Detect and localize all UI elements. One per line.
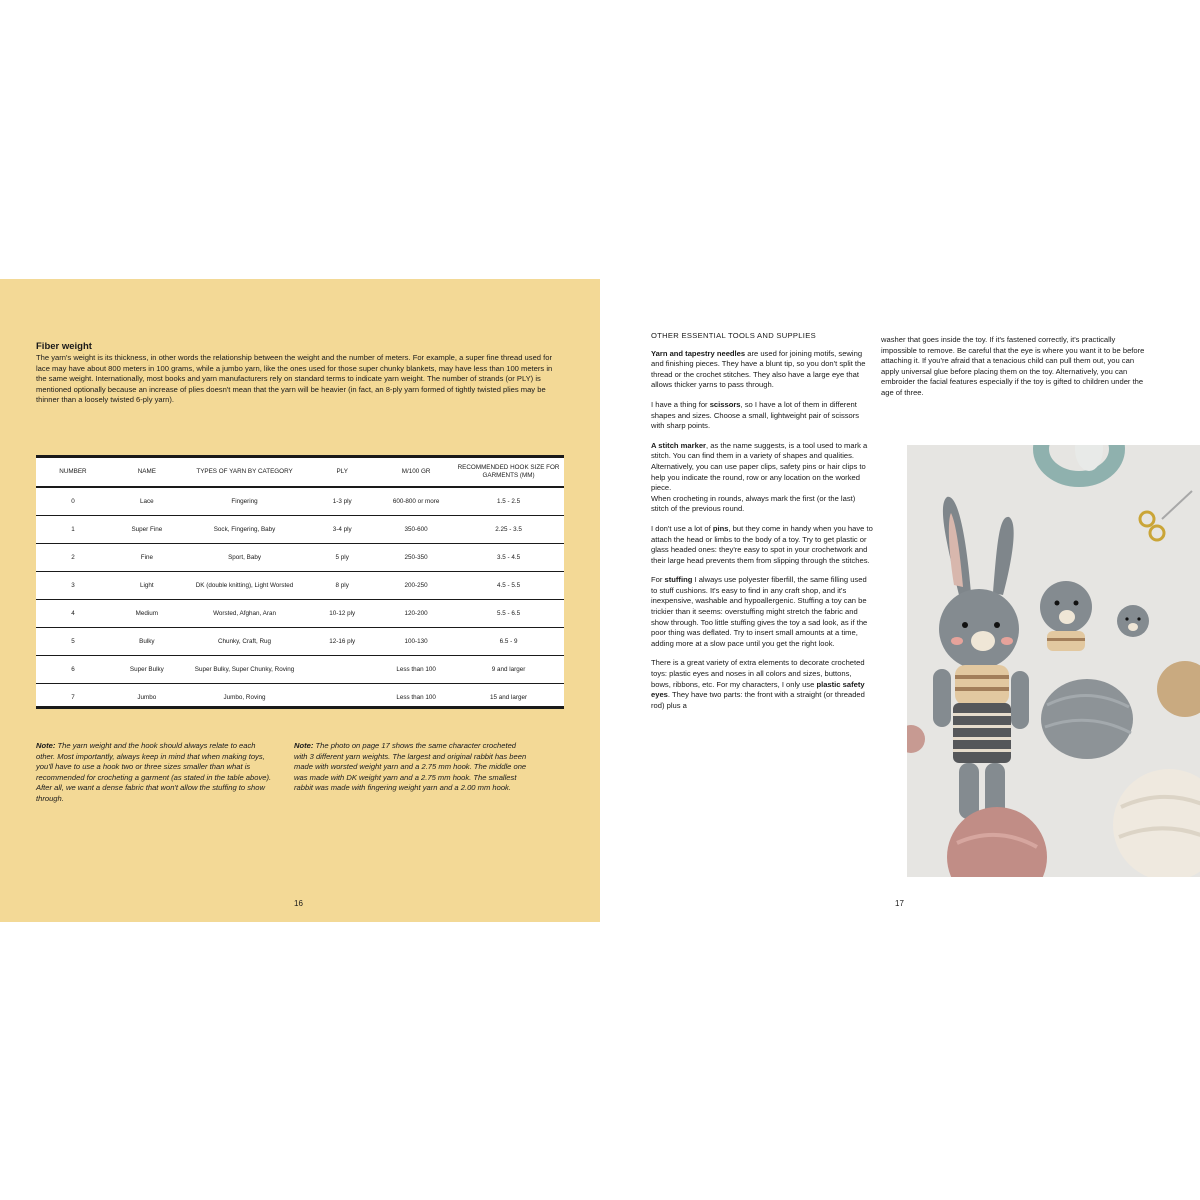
term: A stitch marker <box>651 440 707 450</box>
bunny-head <box>939 589 1019 669</box>
table-cell: 5 <box>36 628 110 656</box>
note-label: Note: <box>294 741 314 750</box>
paragraph-text: . They have two parts: the front with a straight (or threaded rod) plus a <box>651 690 865 710</box>
section-title: OTHER ESSENTIAL TOOLS AND SUPPLIES <box>651 331 816 340</box>
column-header: RECOMMENDED HOOK SIZE FOR GARMENTS (MM) <box>453 458 564 487</box>
paragraph-text: I have a thing for <box>651 399 710 409</box>
paragraph-stitch-marker <box>651 441 873 515</box>
table-cell: 8 ply <box>305 572 379 600</box>
table-cell <box>305 684 379 712</box>
table-cell: 6 <box>36 656 110 684</box>
table-cell: 6.5 - 9 <box>453 628 564 656</box>
small-bunny-head <box>1117 605 1149 637</box>
table-cell: DK (double knitting), Light Worsted <box>184 572 305 600</box>
table-cell: Jumbo, Roving <box>223 693 266 701</box>
table-cell: Lace <box>110 487 184 516</box>
table-cell: 12-16 ply <box>305 628 379 656</box>
term: plastic safety eyes <box>651 679 865 700</box>
table-cell: 100-130 <box>379 628 453 656</box>
table-cell: Less than 100 <box>379 656 453 684</box>
term: Yarn and tapestry needles <box>651 348 746 358</box>
table-cell: 9 and larger <box>453 656 564 684</box>
page-number-left: 16 <box>294 899 303 908</box>
table-row <box>36 684 564 712</box>
table-cell: Fingering <box>184 487 305 516</box>
table-cell: 1-3 ply <box>305 487 379 516</box>
paragraph-needles <box>651 349 873 391</box>
table-cell: Bulky <box>110 628 184 656</box>
table-cell: 250-350 <box>379 544 453 572</box>
note-photo <box>294 741 530 794</box>
table-cell: 3.5 - 4.5 <box>453 544 564 572</box>
medium-bunny-head <box>1040 581 1092 633</box>
paragraph-pins <box>651 524 873 566</box>
table-cell: Worsted, Afghan, Aran <box>184 600 305 628</box>
table-cell: 3-4 ply <box>305 516 379 544</box>
table-cell: 350-600 <box>379 516 453 544</box>
note-text: The photo on page 17 shows the same character crocheted with 3 different yarn weights. The largest and original rabbit has been made with worsted weight yarn and a 2.75 mm hook. The middle one was made with DK weight yarn and a 2.75 mm hook. The smallest rabbit was made with fingering weight yarn and a 2.00 mm hook. <box>294 741 527 793</box>
note-hook-size <box>36 741 272 805</box>
table-cell: 4.5 - 5.5 <box>453 572 564 600</box>
table-cell: Medium <box>110 600 184 628</box>
paragraph-text: There is a great variety of extra elements to decorate crocheted toys: plastic eyes and noses in all colors and sizes, buttons, bows, ribbons, etc. For my characters, I only use <box>651 658 865 689</box>
table-cell: 2.25 - 3.5 <box>453 516 564 544</box>
paragraph-text: are used for joining motifs, sewing and finishing pieces. They have a blunt tip, so you don't split the thread or the crochet stitches. They also have a large eye that allows thicker yarns to pass through. <box>651 348 866 390</box>
note-text: The yarn weight and the hook should always relate to each other. Most importantly, always keep in mind that when making toys, you'll have to use a hook two or three sizes smaller than what is recommended for crocheting a garment (as stated in the table above). After all, we want a dense fabric that won't allow the stuffing to show through. <box>36 741 272 803</box>
table-cell: Sock, Fingering, Baby <box>184 516 305 544</box>
table-cell: 7 <box>71 693 75 701</box>
fiber-weight-heading: Fiber weight <box>36 341 92 352</box>
table-row <box>36 600 564 628</box>
photo-illustration <box>907 445 1200 877</box>
table-cell: Super Fine <box>110 516 184 544</box>
table-cell: 5 ply <box>305 544 379 572</box>
table-cell: 600-800 or more <box>379 487 453 516</box>
column-header: NAME <box>110 458 184 487</box>
bunny-shirt <box>955 665 1009 705</box>
safety-eyes-continued: washer that goes inside the toy. If it's fastened correctly, it's practically impossible to remove. Be careful that the eye is where you want it to be before attaching it. If you're afraid that a tenacious child can pull them out, you can apply universal glue before placing them on the toy. Alternatively, you can embroider the facial features especially if the toy is gifted to children under the age of three. <box>881 335 1145 397</box>
table-cell: 1 <box>36 516 110 544</box>
yarn-weight-table <box>36 455 564 709</box>
paragraph-stuffing <box>651 575 873 649</box>
fiber-weight-body: The yarn's weight is its thickness, in other words the relationship between the weight and the number of meters. For example, a super fine thread used for lace may have about 800 meters in 100 grams, while a jumbo yarn, like the ones used for those super chunky blankets, may have less than 100 meters in the same weight. Internationally, most books and yarn manufacturers rely on standard terms to indicate yarn weight. The number of strands (or PLY) is mentioned optionally because an increase of plies doesn't mean that the yarn will be heavier (in fact, an 8-ply yarn formed of tightly twisted plies may be thinner than a loosely twisted 6-ply yarn). <box>36 353 553 405</box>
table-row <box>36 487 564 516</box>
tools-column <box>651 331 873 720</box>
table-cell: 15 and larger <box>489 693 528 701</box>
table-cell: 1.5 - 2.5 <box>453 487 564 516</box>
note-label: Note: <box>36 741 56 750</box>
table-cell: 0 <box>36 487 110 516</box>
table-cell: 5.5 - 6.5 <box>453 600 564 628</box>
table-cell: 10-12 ply <box>305 600 379 628</box>
term: scissors <box>709 399 741 409</box>
paragraph-text: When crocheting in rounds, always mark the first (or the last) stitch of the previous round. <box>651 493 856 514</box>
table-cell: Jumbo <box>137 693 157 701</box>
term: stuffing <box>664 575 693 585</box>
table-cell: Chunky, Craft, Rug <box>184 628 305 656</box>
table-cell: Light <box>110 572 184 600</box>
table-row <box>36 656 564 684</box>
table-row <box>36 628 564 656</box>
bunny-pants <box>953 703 1011 763</box>
paragraph-text: , so I have a lot of them in different shapes and sizes. Choose a small, lightweight pair of scissors with sharp points. <box>651 399 860 431</box>
table-cell: 3 <box>36 572 110 600</box>
paragraph-text: For <box>651 575 665 585</box>
page-number-right: 17 <box>895 899 904 908</box>
table-cell: Super Bulky <box>110 656 184 684</box>
table-cell: 120-200 <box>379 600 453 628</box>
paragraph-text: I always use polyester fiberfill, the same filling used to stuff cushions. It's easy to find in any craft shop, and it's inexpensive, washable and hypoallergenic. Stuffing a toy can be trickier than it seems: overstuffing might stretch the fabric and show through. Too little stuffing gives the toy a sad look, as if the poor thing was deflated. Try to insert small amounts at a time, adding more at a slow pace until you get the right look. <box>651 575 868 648</box>
paragraph-text: , but they come in handy when you have to attach the head or limbs to the body of a toy. Try to get plastic or glass headed ones: they're easy to spot in your crochetwork and their large head prevents them from slipping through the stitches. <box>651 523 873 565</box>
paragraph-scissors <box>651 400 873 432</box>
table-header-row <box>36 458 564 487</box>
table-cell: 200-250 <box>379 572 453 600</box>
table-cell: 4 <box>36 600 110 628</box>
table-cell: 2 <box>36 544 110 572</box>
table-cell: Super Bulky, Super Chunky, Roving <box>184 656 305 684</box>
column-header: NUMBER <box>36 458 110 487</box>
column-header: M/100 GR <box>379 458 453 487</box>
crochet-bunnies-photo <box>907 445 1200 877</box>
table-cell <box>305 656 379 684</box>
table-cell: Less than 100 <box>396 693 436 701</box>
paragraph-safety-eyes <box>651 658 873 711</box>
left-page <box>0 279 600 922</box>
table-cell: Sport, Baby <box>184 544 305 572</box>
column-header: TYPES OF YARN BY CATEGORY <box>184 458 305 487</box>
table-cell: Fine <box>110 544 184 572</box>
table-row <box>36 516 564 544</box>
column-header: PLY <box>305 458 379 487</box>
paragraph-text: I don't use a lot of <box>651 523 713 533</box>
table-row <box>36 572 564 600</box>
table-row <box>36 544 564 572</box>
term: pins <box>712 523 729 533</box>
paragraph-text: , as the name suggests, is a tool used to mark a stitch. You can find them in a variety of shapes and qualities. Alternatively, you can use paper clips, safety pins or hair clips to help you indicate the round, row or any location on the worked piece. <box>651 440 868 493</box>
right-page <box>600 279 1200 922</box>
